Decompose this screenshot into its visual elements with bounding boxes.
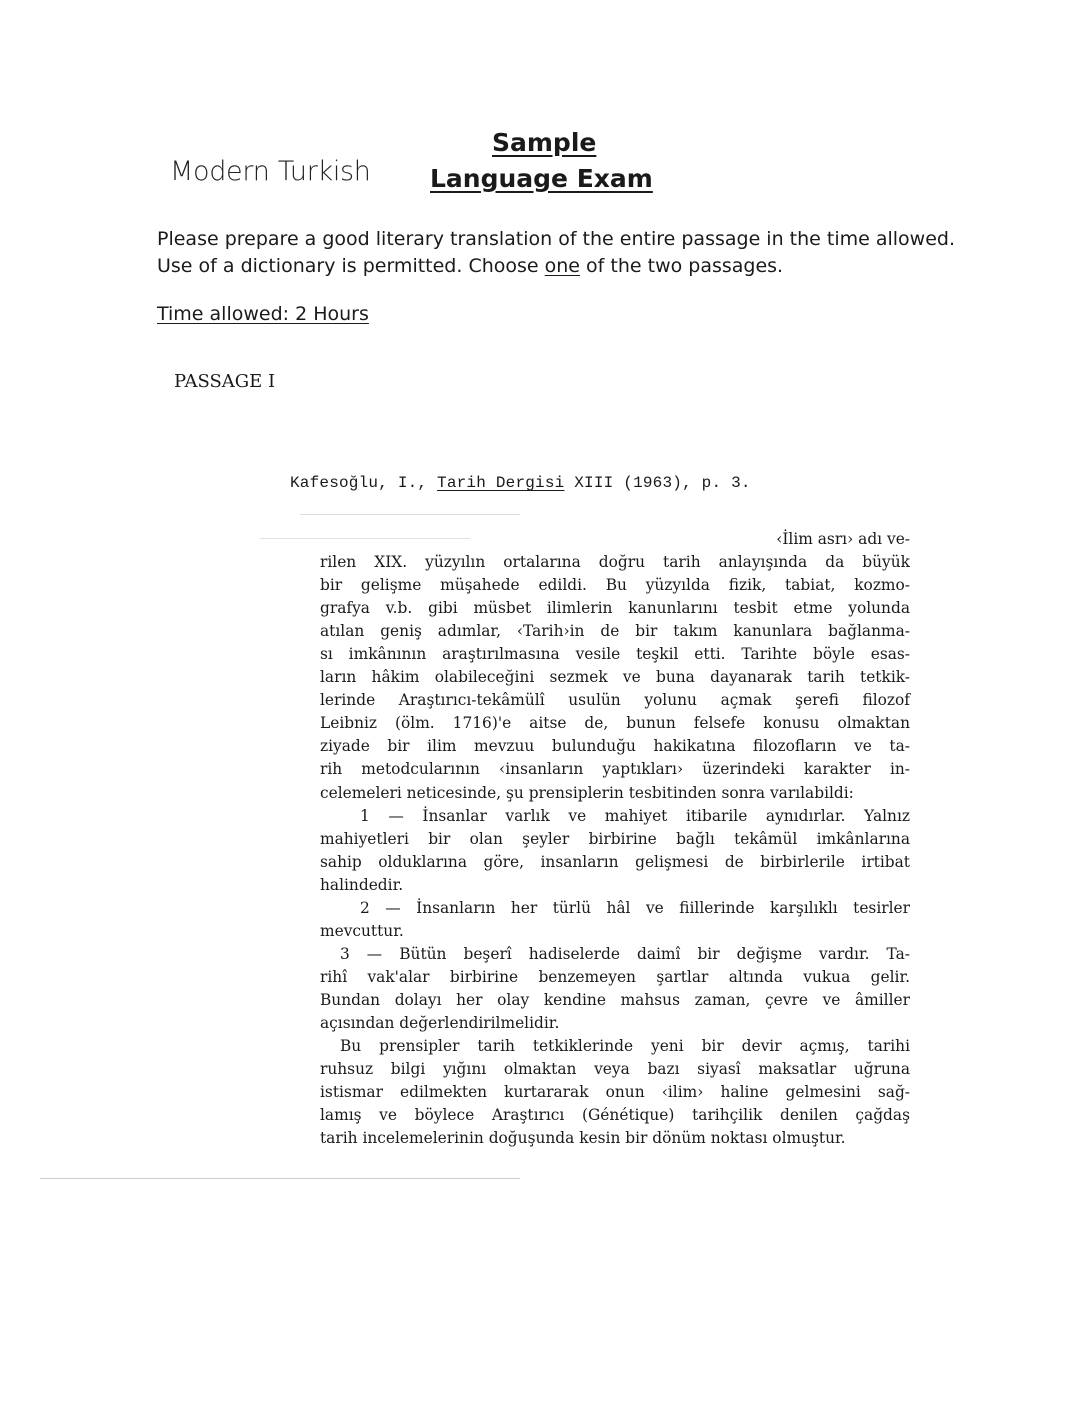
passage-line: açısından değerlendirilmelidir. — [320, 1013, 560, 1032]
passage-line: Leibniz (ölm. 1716)'e aitse de, bunun felsefe konusu olmaktan — [320, 714, 910, 733]
passage-line: halindedir. — [320, 875, 404, 894]
passage-line: rihî vak'alar birbirine benzemeyen şartlar altında vukua gelir. — [320, 967, 910, 986]
instructions-emphasis: one — [544, 255, 580, 277]
instructions-line-2-start: Use of a dictionary is permitted. Choose — [157, 255, 545, 277]
passage-line: ruhsuz bilgi yığını olmaktan veya bazı siyasî maksatlar uğruna — [320, 1060, 910, 1079]
passage-line: ziyade bir ilim mevzuu bulunduğu hakikatına filozofların ve ta- — [320, 737, 910, 756]
title-line-2: Language Exam — [430, 164, 653, 193]
passage-line: rih metodcularının ‹insanların yaptıkları› üzerindeki karakter in- — [320, 760, 910, 779]
passage-line: sı imkânının araştırılmasına vesile teşkil etti. Tarihte böyle esas- — [320, 645, 910, 664]
instructions-line-2-end: of the two passages. — [580, 255, 784, 277]
citation-journal: Tarih Dergisi — [437, 474, 565, 492]
passage-line: ‹İlim asrı› adı ve- — [776, 530, 910, 548]
passage-line: grafya v.b. gibi müsbet ilimlerin kanunlarını tesbit etme yolunda — [320, 599, 910, 618]
passage-line: istismar edilmekten kurtararak onun ‹ilim› haline gelmesini sağ- — [320, 1083, 910, 1102]
passage-line: 3 — Bütün beşerî hadiselerde daimî bir değişme vardır. Ta- — [340, 944, 910, 963]
citation-author: Kafesoğlu, I., — [290, 474, 438, 492]
passage-line: celemeleri neticesinde, şu prensiplerin tesbitinden sonra varılabildi: — [320, 783, 854, 802]
passage-line: bir gelişme müşahede edildi. Bu yüzyılda fizik, tabiat, kozmo- — [320, 576, 910, 595]
citation — [290, 474, 751, 492]
passage-line: 2 — İnsanların her türlü hâl ve fiillerinde karşılıklı tesirler — [360, 898, 910, 917]
passage-line: tarih incelemelerinin doğuşunda kesin bir dönüm noktası olmuştur. — [320, 1129, 846, 1148]
passage-body — [320, 528, 910, 1150]
instructions-line-2 — [157, 253, 955, 280]
passage-line: rilen XIX. yüzyılın ortalarına doğru tarih anlayışında da büyük — [320, 553, 910, 572]
subject-label: Modern Turkish — [170, 156, 371, 187]
passage-line: Bundan dolayı her olay kendine mahsus zaman, çevre ve âmiller — [320, 990, 910, 1009]
scan-noise — [40, 1178, 520, 1179]
instructions — [157, 226, 955, 280]
passage-line: sahip olduklarına göre, insanların gelişmesi de birbirlerile irtibat — [320, 852, 910, 871]
passage-label: PASSAGE I — [174, 371, 276, 392]
passage-line: mevcuttur. — [320, 921, 404, 940]
citation-rest: XIII (1963), p. 3. — [564, 474, 751, 492]
title-line-1: Sample — [492, 128, 597, 157]
passage-line: Bu prensipler tarih tetkiklerinde yeni bir devir açmış, tarihi — [340, 1037, 910, 1056]
passage-line: ların hâkim olabileceğini sezmek ve buna dayanarak tarih tetkik- — [320, 668, 910, 687]
passage-line: lamış ve böylece Araştırıcı (Génétique) tarihçilik denilen çağdaş — [320, 1106, 910, 1125]
passage-line: lerinde Araştırıcı-tekâmülî usulün yolunu açmak şerefi filozof — [320, 691, 910, 710]
instructions-line-1: Please prepare a good literary translation of the entire passage in the time allowed. — [157, 228, 955, 250]
passage-line: atılan geniş adımlar, ‹Tarih›in de bir takım kanunlara bağlanma- — [320, 622, 910, 641]
passage-line: 1 — İnsanlar varlık ve mahiyet itibarile aynıdırlar. Yalnız — [360, 806, 910, 825]
passage-line: mahiyetleri bir olan şeyler birbirine bağlı tekâmül imkânlarına — [320, 829, 910, 848]
time-allowed: Time allowed: 2 Hours — [157, 303, 369, 325]
scan-noise — [300, 514, 520, 515]
